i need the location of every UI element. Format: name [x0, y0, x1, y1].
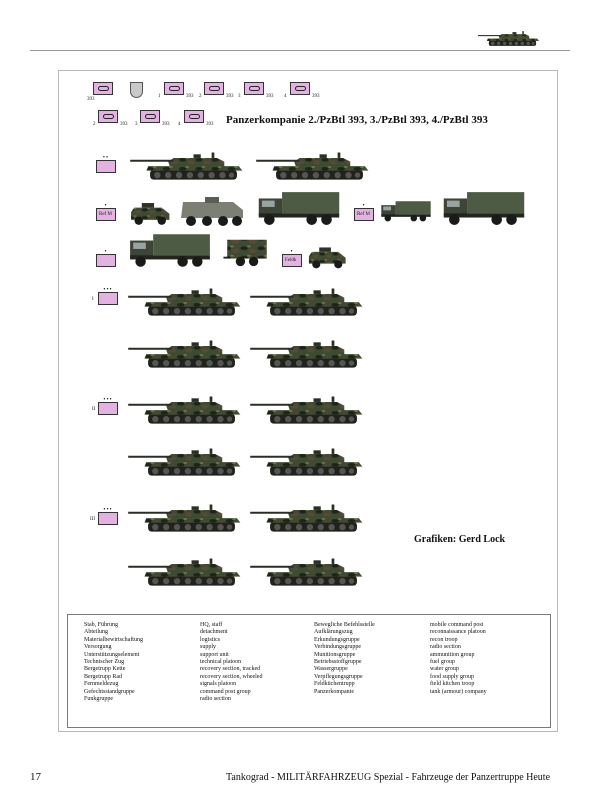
- legend-entry: tank (armour) company: [430, 688, 487, 695]
- trailer-icon: [220, 236, 274, 268]
- legend-entry: Versorgung: [84, 644, 112, 651]
- legend-entry: Munitionsgruppe: [314, 651, 356, 658]
- unit-symbol: [244, 82, 264, 95]
- legend-entry: command post group: [200, 688, 251, 695]
- legend-col-english-1: [200, 622, 262, 703]
- unit-label: Ref M: [99, 212, 112, 217]
- platoon-label: III: [90, 517, 95, 522]
- unit-label: 3: [238, 94, 241, 99]
- support-symbol: •: [96, 208, 116, 221]
- unit-label: Feldk: [285, 258, 297, 263]
- legend-entry: Verpflegungsgruppe: [314, 673, 363, 680]
- legend-col-german-1: [84, 622, 143, 703]
- unit-label: Ref M: [357, 212, 370, 217]
- legend-entry: Bergetrupp Rad: [84, 673, 123, 680]
- legend-entry: recovery section, tracked: [200, 666, 261, 673]
- truck-icon: [254, 190, 344, 226]
- legend-entry: ammunition group: [430, 651, 475, 658]
- recovery-vehicle-icon: [176, 194, 248, 228]
- unit-symbol: [93, 82, 113, 95]
- leopard2-tank-icon: [250, 284, 368, 322]
- unit-label: 3: [135, 122, 138, 127]
- battalion-crest-icon: [130, 82, 143, 98]
- platoon-symbol: •••: [98, 512, 118, 525]
- page-number: 17: [30, 771, 41, 783]
- leopard2-tank-icon: [128, 500, 246, 538]
- legend-entry: support unit: [200, 651, 229, 658]
- leopard2-tank-icon: [250, 336, 368, 374]
- support-symbol: •: [354, 208, 374, 221]
- leopard2-tank-icon: [250, 444, 368, 482]
- platoon-label: I: [92, 297, 94, 302]
- unit-symbol: [290, 82, 310, 95]
- unit-label: 393: [186, 94, 194, 99]
- unit-label: 4: [178, 122, 181, 127]
- leopard2-tank-icon: [128, 392, 246, 430]
- legend-entry: recon troop: [430, 636, 458, 643]
- legend-entry: Fernmeldezug: [84, 681, 119, 688]
- footer-title: Tankograd - MILITÄRFAHRZEUG Spezial - Fahrzeuge der Panzertruppe Heute: [226, 772, 551, 783]
- unit-label: 393: [206, 122, 214, 127]
- graphics-credit: Grafiken: Gerd Lock: [414, 534, 506, 545]
- legend-entry: supply: [200, 644, 217, 651]
- legend-entry: Technischer Zug: [84, 659, 125, 666]
- unit-label: 393: [312, 94, 320, 99]
- unit-label: 2: [93, 122, 96, 127]
- legend-entry: reconnaissance platoon: [430, 629, 486, 636]
- truck-icon: [128, 232, 212, 268]
- support-symbol: •: [282, 254, 302, 267]
- transport-vehicle-icon: [306, 244, 350, 270]
- legend-col-german-2: [314, 622, 375, 696]
- legend-entry: recovery section, wheeled: [200, 673, 263, 680]
- unit-symbol: [140, 110, 160, 123]
- legend-entry: Unterstützungselement: [84, 651, 140, 658]
- leopard2-tank-icon: [250, 500, 368, 538]
- legend-col-english-2: [430, 622, 487, 696]
- legend-entry: logistics: [200, 636, 221, 643]
- legend-entry: Panzerkompanie: [314, 688, 354, 695]
- leopard2-tank-icon: [250, 554, 368, 592]
- legend-entry: detachment: [200, 629, 228, 636]
- legend-entry: field kitchen troop: [430, 681, 475, 688]
- leopard2-tank-icon: [128, 284, 246, 322]
- leopard2-tank-icon: [250, 392, 368, 430]
- legend-entry: water group: [430, 666, 459, 673]
- leopard2-tank-icon: [130, 148, 248, 186]
- legend-entry: fuel group: [430, 659, 455, 666]
- legend-entry: HQ, staff: [200, 622, 223, 628]
- legend-entry: Funkgruppe: [84, 696, 113, 703]
- legend-entry: signals platoon: [200, 681, 237, 688]
- legend-entry: radio section: [200, 696, 231, 703]
- legend-entry: Aufklärungszug: [314, 629, 353, 636]
- legend-entry: Betriebsstoffgruppe: [314, 659, 362, 666]
- platoon-symbol: •••: [98, 402, 118, 415]
- legend-entry: Gefechtsstandgruppe: [84, 688, 135, 695]
- unit-label: 2: [199, 94, 202, 99]
- leopard2-tank-icon: [128, 336, 246, 374]
- leopard2-tank-icon: [128, 554, 246, 592]
- unit-symbol: [184, 110, 204, 123]
- leopard2-tank-icon: [256, 148, 374, 186]
- legend-entry: Wassergruppe: [314, 666, 348, 673]
- legend-entry: Materialbewirtschaftung: [84, 636, 143, 643]
- legend-entry: food supply group: [430, 673, 474, 680]
- legend-entry: Stab, Führung: [84, 622, 119, 628]
- legend-entry: Erkundungsgruppe: [314, 636, 360, 643]
- header-rule: [30, 50, 570, 51]
- legend-entry: Verbindungsgruppe: [314, 644, 361, 651]
- support-symbol: •: [96, 254, 116, 267]
- unit-label: 393: [266, 94, 274, 99]
- unit-label: 1: [158, 94, 161, 99]
- legend-entry: technical platoon: [200, 659, 242, 666]
- unit-label: 4: [284, 94, 287, 99]
- legend-entry: radio section: [430, 644, 461, 651]
- unit-label: 393: [87, 97, 95, 102]
- page-title: Panzerkompanie 2./PzBtl 393, 3./PzBtl 393, 4./PzBtl 393: [226, 114, 488, 126]
- unit-label: 393: [162, 122, 170, 127]
- legend-entry: mobile command post: [430, 622, 484, 628]
- unit-label: 393: [226, 94, 234, 99]
- legend-entry: Feldküchentrupp: [314, 681, 355, 688]
- truck-icon: [380, 196, 432, 226]
- unit-label: 393: [120, 122, 128, 127]
- platoon-label: II: [92, 407, 96, 412]
- header-tank-icon: [478, 28, 542, 50]
- hq-symbol: ••: [96, 160, 116, 173]
- unit-symbol: [164, 82, 184, 95]
- unit-symbol: [204, 82, 224, 95]
- platoon-symbol: •••: [98, 292, 118, 305]
- legend-entry: Bergetrupp Kette: [84, 666, 126, 673]
- truck-icon: [440, 190, 528, 226]
- transport-vehicle-icon: [128, 198, 174, 228]
- leopard2-tank-icon: [128, 444, 246, 482]
- legend-entry: Abteilung: [84, 629, 108, 636]
- legend-entry: Bewegliche Befehlsstelle: [314, 622, 375, 628]
- unit-symbol: [98, 110, 118, 123]
